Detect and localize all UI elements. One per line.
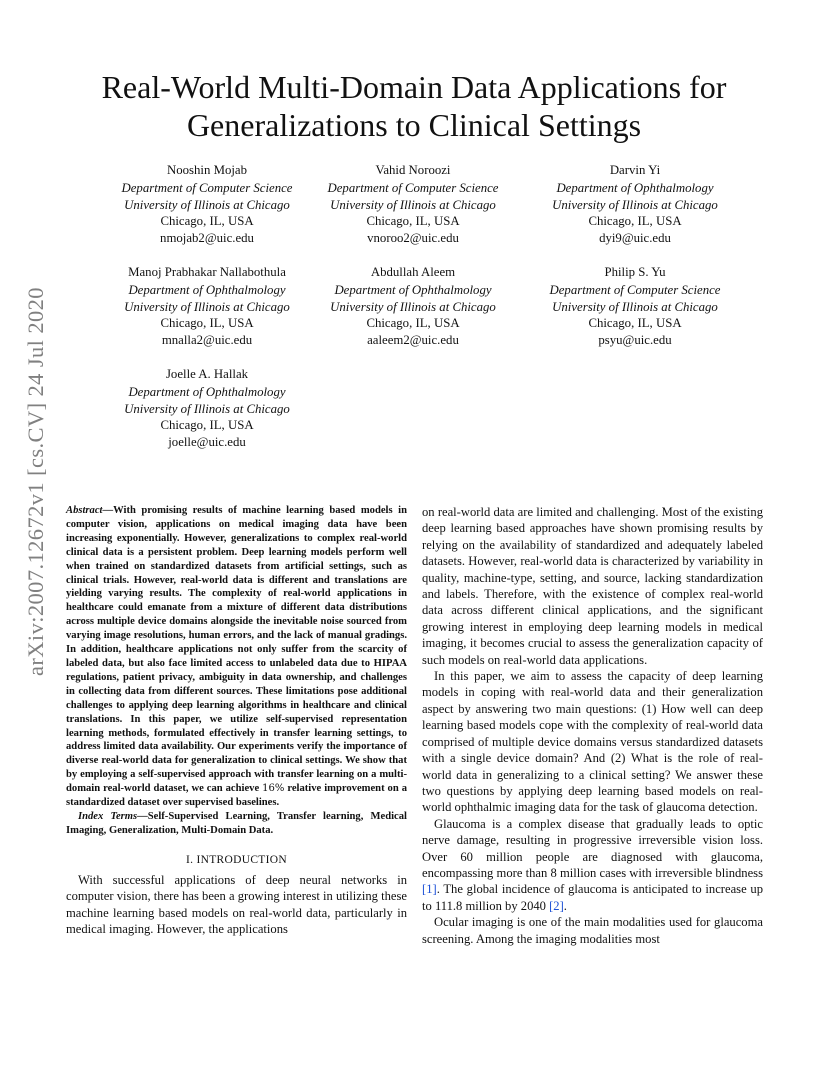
- abstract-math-value: 16%: [262, 783, 285, 795]
- author-card: [92, 162, 322, 247]
- author-department: Department of Ophthalmology: [334, 282, 492, 297]
- author-department: Department of Computer Science: [549, 282, 721, 297]
- author-name: Vahid Noroozi: [375, 163, 451, 177]
- author-university: University of Illinois at Chicago: [124, 401, 290, 416]
- intro-paragraph-1: With successful applications of deep neural networks in computer vision, there has been a growing interest in utilizing these machine learning based models on real-world data, particularly in medical imaging. However, the applications: [66, 872, 407, 936]
- author-email: mnalla2@uic.edu: [161, 333, 253, 348]
- author-card: [298, 162, 528, 247]
- author-name: Philip S. Yu: [604, 265, 666, 279]
- author-email: vnoroo2@uic.edu: [367, 231, 459, 246]
- index-terms-text: —Self-Supervised Learning, Transfer learning, Medical Imaging, Generalization, Multi-Domain Data.: [66, 810, 407, 836]
- intro-paragraph-continued: on real-world data are limited and challenging. Most of the existing deep learning based approaches have shown promising results by relying on the availability of standardized and adequately labeled datasets. However, real-world data is characterized by variability in quality, machine-type, setting, and source, lacking standardization and labels. Therefore, with the existence of complex real-world data across different clinical applications, and the significant growing interest in employing deep learning models in medical imaging, it becomes crucial to assess the generalization capacity of such models on real-world data applications.: [422, 505, 763, 667]
- author-university: University of Illinois at Chicago: [552, 299, 718, 314]
- author-email: nmojab2@uic.edu: [160, 231, 254, 246]
- author-city: Chicago, IL, USA: [588, 316, 682, 331]
- index-terms: [66, 810, 407, 838]
- title-line-2: Generalizations to Clinical Settings: [186, 107, 642, 143]
- author-university: University of Illinois at Chicago: [124, 299, 290, 314]
- left-column: [66, 504, 407, 937]
- author-university: University of Illinois at Chicago: [330, 197, 496, 212]
- paragraph-3-text-b: . The global incidence of glaucoma is anticipated to increase up to 111.8 million by 2040: [422, 882, 763, 913]
- abstract-text-part-1: —With promising results of machine learning based models in computer vision, applications on medical imaging data have been increasing exponentially. However, generalizations to complex real-world clinical data is a persistent problem. Deep learning models perform well when trained on standardized datasets from artificial settings, such as clinical trials. However, real-world data is different and translations are yielding varying results. The complexity of real-world applications in healthcare could emanate from a mixture of different data distributions across multiple device domains alongside the inevitable noise sourced from varying image resolutions, human errors, and the lack of manual gradings. In addition, healthcare applications not only suffer from the scarcity of labeled data, but also face limited access to unlabeled data due to HIPAA regulations, patient privacy, ambiguity in data ownership, and challenges in collecting data from different sources. These limitations pose additional challenges to applying deep learning algorithms in healthcare and clinical translations. In this paper, we utilize self-supervised representation learning methods, formulated effectively in transfer learning settings, to address limited data availability. Our experiments verify the importance of diverse real-world data for generalization to clinical settings. We show that by employing a self-supervised approach with transfer learning on a multi-domain real-world dataset, we can achieve: [66, 505, 407, 795]
- intro-paragraph-2: In this paper, we aim to assess the capacity of deep learning models in coping with real-world data and their generalization aspect by answering two main questions: (1) How well can deep learning based models cope with the complexity of real-world data comprised of multiple device domains versus standardized datasets with a single device domain? And (2) What is the role of real-world data in generalizing to a clinical setting? We answer these two questions by applying deep learning based models on real-world ophthalmic imaging data for the task of glaucoma detection.: [422, 669, 763, 815]
- author-department: Department of Ophthalmology: [128, 384, 286, 399]
- author-card: [520, 162, 750, 247]
- author-card: [298, 264, 528, 349]
- author-university: University of Illinois at Chicago: [552, 197, 718, 212]
- author-name: Abdullah Aleem: [370, 265, 456, 279]
- author-department: Department of Computer Science: [121, 180, 293, 195]
- citation-link-2[interactable]: [2]: [549, 898, 564, 913]
- author-department: Department of Ophthalmology: [128, 282, 286, 297]
- author-email: dyi9@uic.edu: [599, 231, 671, 246]
- author-city: Chicago, IL, USA: [366, 316, 460, 331]
- author-department: Department of Ophthalmology: [556, 180, 714, 195]
- right-column: [422, 504, 763, 947]
- abstract: [66, 504, 407, 810]
- author-university: University of Illinois at Chicago: [124, 197, 290, 212]
- author-card: [92, 366, 322, 451]
- author-email: psyu@uic.edu: [598, 333, 672, 348]
- index-terms-lead: Index Terms: [78, 810, 138, 822]
- author-name: Manoj Prabhakar Nallabothula: [128, 265, 286, 279]
- title-line-1: Real-World Multi-Domain Data Applications for: [101, 69, 727, 105]
- intro-paragraph-3: [422, 816, 763, 914]
- author-email: joelle@uic.edu: [168, 435, 246, 450]
- citation-link-1[interactable]: [1]: [422, 882, 437, 897]
- paragraph-3-text-a: Glaucoma is a complex disease that gradually leads to optic nerve damage, resulting in progressive irreversible vision loss. Over 60 million people are diagnosed with glaucoma, encompassing more than 8 million cases with irreversible blindness: [422, 816, 763, 880]
- arxiv-identifier-text: arXiv:2007.12672v1 [cs.CV] 24 Jul 2020: [23, 287, 48, 676]
- author-name: Nooshin Mojab: [167, 163, 247, 177]
- author-card: [520, 264, 750, 349]
- abstract-lead: Abstract: [66, 505, 103, 516]
- author-name: Joelle A. Hallak: [165, 367, 249, 381]
- author-city: Chicago, IL, USA: [366, 214, 460, 229]
- author-city: Chicago, IL, USA: [588, 214, 682, 229]
- author-city: Chicago, IL, USA: [160, 214, 254, 229]
- author-department: Department of Computer Science: [327, 180, 499, 195]
- abstract-text-part-2: relative improvement on a standardized dataset over supervised baselines.: [66, 783, 407, 809]
- author-city: Chicago, IL, USA: [160, 418, 254, 433]
- section-heading-introduction: I. INTRODUCTION: [186, 853, 287, 866]
- intro-paragraph-4: Ocular imaging is one of the main modalities used for glaucoma screening. Among the imaging modalities most: [422, 915, 763, 946]
- paper-title: [40, 68, 788, 144]
- author-email: aaleem2@uic.edu: [367, 333, 459, 348]
- author-university: University of Illinois at Chicago: [330, 299, 496, 314]
- paragraph-3-text-c: .: [563, 898, 567, 913]
- arxiv-identifier: [23, 287, 48, 676]
- author-city: Chicago, IL, USA: [160, 316, 254, 331]
- author-name: Darvin Yi: [609, 163, 661, 177]
